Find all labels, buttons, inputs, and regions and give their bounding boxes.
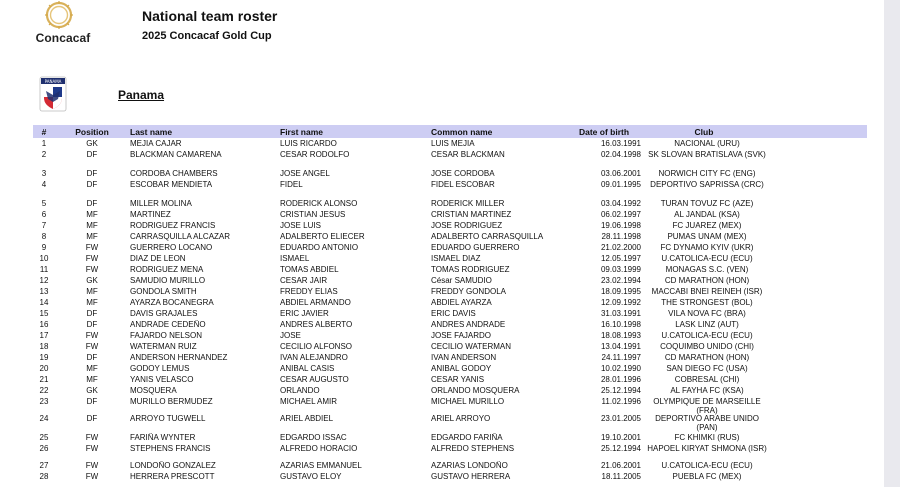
player-club: COQUIMBO UNIDO (CHI) bbox=[660, 342, 754, 351]
player-first-name: IVAN ALEJANDRO bbox=[280, 353, 348, 362]
player-club: LASK LINZ (AUT) bbox=[675, 320, 739, 329]
player-position: DF bbox=[86, 414, 98, 423]
player-position: GK bbox=[86, 276, 98, 285]
player-last-name: MURILLO BERMUDEZ bbox=[130, 397, 213, 406]
player-club: TURAN TOVUZ FC (AZE) bbox=[660, 199, 754, 208]
player-common-name: CESAR YANIS bbox=[431, 375, 485, 384]
table-body bbox=[33, 138, 867, 482]
crest-label: PANAMA bbox=[44, 78, 62, 84]
player-club: NACIONAL (URU) bbox=[674, 139, 740, 148]
player-position: DF bbox=[86, 169, 98, 178]
table-row bbox=[33, 220, 867, 231]
player-position: MF bbox=[86, 221, 98, 230]
player-first-name: CESAR RODOLFO bbox=[280, 150, 350, 159]
player-position: FW bbox=[85, 243, 99, 252]
player-club: DEPORTIVO ARABE UNIDO (PAN) bbox=[655, 414, 759, 432]
player-common-name: EDGARDO FARIÑA bbox=[431, 433, 503, 442]
player-first-name: LUIS RICARDO bbox=[280, 139, 337, 148]
player-number: 22 bbox=[39, 386, 49, 395]
player-position: GK bbox=[86, 386, 98, 395]
player-date-of-birth: 06.02.1997 bbox=[600, 210, 641, 219]
col-header-club: Club bbox=[694, 126, 714, 137]
player-club: FC KHIMKI (RUS) bbox=[674, 433, 740, 442]
table-row bbox=[33, 330, 867, 341]
table-row bbox=[33, 471, 867, 482]
player-position: MF bbox=[86, 287, 98, 296]
player-date-of-birth: 12.05.1997 bbox=[600, 254, 641, 263]
player-position: GK bbox=[86, 139, 98, 148]
player-common-name: FIDEL ESCOBAR bbox=[431, 180, 495, 189]
player-first-name: FREDDY ELIAS bbox=[280, 287, 338, 296]
player-club: COBRESAL (CHI) bbox=[674, 375, 740, 384]
player-number: 1 bbox=[41, 139, 47, 148]
table-row bbox=[33, 209, 867, 220]
player-last-name: MILLER MOLINA bbox=[130, 199, 192, 208]
player-club: FC JUAREZ (MEX) bbox=[672, 221, 742, 230]
player-common-name: JOSE FAJARDO bbox=[431, 331, 492, 340]
player-club: NORWICH CITY FC (ENG) bbox=[658, 169, 756, 178]
logo-wordmark: Concacaf bbox=[35, 31, 91, 45]
player-common-name: AZARIAS LONDOÑO bbox=[431, 461, 508, 470]
player-club: HAPOEL KIRYAT SHMONA (ISR) bbox=[647, 444, 767, 453]
player-number: 19 bbox=[39, 353, 49, 362]
player-last-name: STEPHENS FRANCIS bbox=[130, 444, 211, 453]
player-first-name: JOSE LUIS bbox=[280, 221, 321, 230]
player-position: DF bbox=[86, 320, 98, 329]
col-header-date-of-birth: Date of birth bbox=[578, 126, 630, 137]
player-first-name: CESAR JAIR bbox=[280, 276, 328, 285]
player-last-name: ANDRADE CEDEÑO bbox=[130, 320, 206, 329]
player-first-name: TOMAS ABDIEL bbox=[280, 265, 339, 274]
player-last-name: ESCOBAR MENDIETA bbox=[130, 180, 213, 189]
player-number: 13 bbox=[39, 287, 49, 296]
page-edge bbox=[884, 0, 900, 487]
player-last-name: GUERRERO LOCANO bbox=[130, 243, 213, 252]
player-date-of-birth: 11.02.1996 bbox=[601, 397, 641, 406]
player-number: 20 bbox=[39, 364, 49, 373]
player-club: MONAGAS S.C. (VEN) bbox=[665, 265, 749, 274]
player-position: FW bbox=[85, 433, 99, 442]
player-first-name: ARIEL ABDIEL bbox=[280, 414, 334, 423]
table-row bbox=[33, 198, 867, 209]
player-date-of-birth: 25.12.1994 bbox=[600, 444, 641, 453]
player-last-name: HERRERA PRESCOTT bbox=[130, 472, 215, 481]
table-row bbox=[33, 168, 867, 179]
player-date-of-birth: 16.10.1998 bbox=[600, 320, 641, 329]
player-last-name: RODRIGUEZ MENA bbox=[130, 265, 204, 274]
player-common-name: CRISTIAN MARTINEZ bbox=[431, 210, 512, 219]
player-last-name: DIAZ DE LEON bbox=[130, 254, 186, 263]
table-row bbox=[33, 432, 867, 443]
player-date-of-birth: 18.09.1995 bbox=[600, 287, 641, 296]
player-last-name: MEJIA CAJAR bbox=[130, 139, 182, 148]
player-position: FW bbox=[85, 342, 99, 351]
player-date-of-birth: 18.11.2005 bbox=[601, 472, 641, 481]
player-club: SAN DIEGO FC (USA) bbox=[666, 364, 748, 373]
player-number: 21 bbox=[39, 375, 49, 384]
player-last-name: GODOY LEMUS bbox=[130, 364, 190, 373]
player-club: U.CATOLICA-ECU (ECU) bbox=[661, 331, 753, 340]
player-number: 16 bbox=[39, 320, 49, 329]
table-row bbox=[33, 319, 867, 330]
table-row bbox=[33, 179, 867, 198]
player-common-name: ABDIEL AYARZA bbox=[431, 298, 492, 307]
player-date-of-birth: 28.01.1996 bbox=[600, 375, 641, 384]
player-common-name: GUSTAVO HERRERA bbox=[431, 472, 511, 481]
player-number: 15 bbox=[39, 309, 49, 318]
player-position: DF bbox=[86, 397, 98, 406]
player-last-name: SAMUDIO MURILLO bbox=[130, 276, 206, 285]
player-club: CD MARATHON (HON) bbox=[664, 276, 750, 285]
player-number: 27 bbox=[39, 461, 49, 470]
player-common-name: ANIBAL GODOY bbox=[431, 364, 492, 373]
player-last-name: CARRASQUILLA ALCAZAR bbox=[130, 232, 231, 241]
player-date-of-birth: 02.04.1998 bbox=[600, 150, 641, 159]
player-first-name: RODERICK ALONSO bbox=[280, 199, 358, 208]
player-date-of-birth: 25.12.1994 bbox=[600, 386, 641, 395]
player-first-name: EDGARDO ISSAC bbox=[280, 433, 347, 442]
table-row bbox=[33, 149, 867, 168]
player-common-name: JOSE RODRIGUEZ bbox=[431, 221, 503, 230]
player-common-name: FREDDY GONDOLA bbox=[431, 287, 506, 296]
player-position: MF bbox=[86, 210, 98, 219]
table-row bbox=[33, 396, 867, 413]
player-common-name: JOSE CORDOBA bbox=[431, 169, 495, 178]
concacaf-logo bbox=[30, 0, 96, 48]
team-name: Panama bbox=[118, 88, 165, 102]
player-number: 7 bbox=[41, 221, 47, 230]
player-last-name: WATERMAN RUIZ bbox=[130, 342, 197, 351]
player-common-name: ISMAEL DIAZ bbox=[431, 254, 481, 263]
player-first-name: ANIBAL CASIS bbox=[280, 364, 335, 373]
player-position: FW bbox=[85, 461, 99, 470]
player-number: 18 bbox=[39, 342, 49, 351]
player-date-of-birth: 23.01.2005 bbox=[600, 414, 641, 423]
col-header-number: # bbox=[41, 126, 47, 137]
player-position: DF bbox=[86, 353, 98, 362]
player-first-name: ERIC JAVIER bbox=[280, 309, 329, 318]
player-position: DF bbox=[86, 180, 98, 189]
player-club: SK SLOVAN BRATISLAVA (SVK) bbox=[648, 150, 766, 159]
player-common-name: ERIC DAVIS bbox=[431, 309, 476, 318]
player-position: MF bbox=[86, 364, 98, 373]
player-last-name: MARTINEZ bbox=[130, 210, 171, 219]
col-header-last-name: Last name bbox=[130, 126, 173, 137]
player-last-name: AYARZA BOCANEGRA bbox=[130, 298, 214, 307]
player-date-of-birth: 03.04.1992 bbox=[600, 199, 641, 208]
player-club: OLYMPIQUE DE MARSEILLE (FRA) bbox=[653, 397, 761, 415]
player-date-of-birth: 09.03.1999 bbox=[600, 265, 641, 274]
table-row bbox=[33, 413, 867, 432]
player-common-name: EDUARDO GUERRERO bbox=[431, 243, 520, 252]
player-number: 23 bbox=[39, 397, 49, 406]
table-row bbox=[33, 374, 867, 385]
table-row bbox=[33, 231, 867, 242]
player-last-name: FARIÑA WYNTER bbox=[130, 433, 196, 442]
player-number: 25 bbox=[39, 433, 49, 442]
table-row bbox=[33, 443, 867, 460]
player-last-name: GONDOLA SMITH bbox=[130, 287, 197, 296]
player-common-name: LUIS MEJIA bbox=[431, 139, 475, 148]
player-club: U.CATOLICA-ECU (ECU) bbox=[661, 254, 753, 263]
player-number: 26 bbox=[39, 444, 49, 453]
player-number: 14 bbox=[39, 298, 49, 307]
table-row bbox=[33, 460, 867, 471]
player-common-name: CECILIO WATERMAN bbox=[431, 342, 512, 351]
player-date-of-birth: 19.10.2001 bbox=[600, 433, 641, 442]
player-number: 6 bbox=[41, 210, 47, 219]
player-number: 11 bbox=[39, 265, 49, 274]
player-common-name: ORLANDO MOSQUERA bbox=[431, 386, 520, 395]
player-date-of-birth: 31.03.1991 bbox=[600, 309, 641, 318]
player-date-of-birth: 18.08.1993 bbox=[600, 331, 641, 340]
panama-crest-icon bbox=[39, 76, 67, 112]
player-number: 17 bbox=[39, 331, 49, 340]
player-first-name: JOSE ANGEL bbox=[280, 169, 330, 178]
player-first-name: CECILIO ALFONSO bbox=[280, 342, 353, 351]
player-club: VILA NOVA FC (BRA) bbox=[668, 309, 746, 318]
player-first-name: ALFREDO HORACIO bbox=[280, 444, 358, 453]
player-position: MF bbox=[86, 375, 98, 384]
player-first-name: AZARIAS EMMANUEL bbox=[280, 461, 362, 470]
player-date-of-birth: 09.01.1995 bbox=[600, 180, 641, 189]
player-date-of-birth: 19.06.1998 bbox=[600, 221, 641, 230]
player-first-name: FIDEL bbox=[280, 180, 303, 189]
player-club: PUEBLA FC (MEX) bbox=[672, 472, 742, 481]
player-number: 12 bbox=[39, 276, 49, 285]
table-row bbox=[33, 352, 867, 363]
player-date-of-birth: 23.02.1994 bbox=[600, 276, 641, 285]
player-last-name: LONDOÑO GONZALEZ bbox=[130, 461, 216, 470]
player-last-name: ARROYO TUGWELL bbox=[130, 414, 206, 423]
player-number: 4 bbox=[41, 180, 47, 189]
player-number: 5 bbox=[41, 199, 47, 208]
player-last-name: RODRIGUEZ FRANCIS bbox=[130, 221, 216, 230]
player-first-name: JOSE bbox=[280, 331, 301, 340]
player-first-name: ABDIEL ARMANDO bbox=[280, 298, 351, 307]
player-club: THE STRONGEST (BOL) bbox=[661, 298, 753, 307]
player-first-name: ADALBERTO ELIECER bbox=[280, 232, 365, 241]
player-common-name: RODERICK MILLER bbox=[431, 199, 505, 208]
table-row bbox=[33, 385, 867, 396]
player-club: CD MARATHON (HON) bbox=[664, 353, 750, 362]
player-common-name: TOMAS RODRIGUEZ bbox=[431, 265, 510, 274]
player-club: FC DYNAMO KYIV (UKR) bbox=[660, 243, 754, 252]
table-row bbox=[33, 286, 867, 297]
player-last-name: ANDERSON HERNANDEZ bbox=[130, 353, 228, 362]
player-date-of-birth: 16.03.1991 bbox=[600, 139, 641, 148]
player-first-name: ISMAEL bbox=[280, 254, 310, 263]
col-header-first-name: First name bbox=[280, 126, 323, 137]
player-date-of-birth: 13.04.1991 bbox=[600, 342, 641, 351]
player-club: U.CATOLICA-ECU (ECU) bbox=[661, 461, 753, 470]
player-date-of-birth: 21.02.2000 bbox=[600, 243, 641, 252]
document-subtitle: 2025 Concacaf Gold Cup bbox=[142, 30, 272, 42]
table-row bbox=[33, 253, 867, 264]
player-last-name: FAJARDO NELSON bbox=[130, 331, 203, 340]
player-number: 28 bbox=[39, 472, 49, 481]
player-date-of-birth: 28.11.1998 bbox=[601, 232, 641, 241]
player-position: DF bbox=[86, 309, 98, 318]
player-position: FW bbox=[85, 265, 99, 274]
player-club: AL JANDAL (KSA) bbox=[674, 210, 740, 219]
player-common-name: ALFREDO STEPHENS bbox=[431, 444, 515, 453]
player-date-of-birth: 03.06.2001 bbox=[600, 169, 641, 178]
player-first-name: GUSTAVO ELOY bbox=[280, 472, 342, 481]
player-number: 9 bbox=[41, 243, 47, 252]
player-date-of-birth: 21.06.2001 bbox=[600, 461, 641, 470]
player-last-name: YANIS VELASCO bbox=[130, 375, 194, 384]
col-header-common-name: Common name bbox=[431, 126, 493, 137]
player-first-name: CRISTIAN JESUS bbox=[280, 210, 346, 219]
player-date-of-birth: 10.02.1990 bbox=[600, 364, 641, 373]
player-first-name: CESAR AUGUSTO bbox=[280, 375, 349, 384]
player-club: PUMAS UNAM (MEX) bbox=[667, 232, 747, 241]
table-row bbox=[33, 308, 867, 319]
table-row bbox=[33, 138, 867, 149]
player-position: FW bbox=[85, 472, 99, 481]
player-last-name: CORDOBA CHAMBERS bbox=[130, 169, 218, 178]
player-last-name: DAVIS GRAJALES bbox=[130, 309, 198, 318]
roster-table bbox=[33, 125, 867, 482]
player-club: MACCABI BNEI REINEH (ISR) bbox=[651, 287, 763, 296]
player-club: AL FAYHA FC (KSA) bbox=[670, 386, 744, 395]
table-row bbox=[33, 297, 867, 308]
player-number: 2 bbox=[41, 150, 47, 159]
player-club: DEPORTIVO SAPRISSA (CRC) bbox=[650, 180, 764, 189]
player-position: MF bbox=[86, 298, 98, 307]
table-row bbox=[33, 264, 867, 275]
player-position: DF bbox=[86, 150, 98, 159]
col-header-position: Position bbox=[75, 126, 109, 137]
player-date-of-birth: 12.09.1992 bbox=[600, 298, 641, 307]
player-number: 24 bbox=[39, 414, 49, 423]
player-number: 3 bbox=[41, 169, 47, 178]
player-first-name: ORLANDO bbox=[280, 386, 320, 395]
player-first-name: EDUARDO ANTONIO bbox=[280, 243, 359, 252]
document-title: National team roster bbox=[142, 8, 278, 24]
player-common-name: ADALBERTO CARRASQUILLA bbox=[431, 232, 544, 241]
player-last-name: BLACKMAN CAMARENA bbox=[130, 150, 222, 159]
table-row bbox=[33, 363, 867, 374]
player-position: FW bbox=[85, 254, 99, 263]
player-last-name: MOSQUERA bbox=[130, 386, 177, 395]
player-number: 8 bbox=[41, 232, 47, 241]
table-row bbox=[33, 242, 867, 253]
player-first-name: ANDRES ALBERTO bbox=[280, 320, 353, 329]
table-header bbox=[33, 125, 867, 138]
player-common-name: César SAMUDIO bbox=[431, 276, 492, 285]
player-first-name: MICHAEL AMIR bbox=[280, 397, 338, 406]
player-position: MF bbox=[86, 232, 98, 241]
player-date-of-birth: 24.11.1997 bbox=[601, 353, 641, 362]
player-common-name: ARIEL ARROYO bbox=[431, 414, 491, 423]
player-position: DF bbox=[86, 199, 98, 208]
player-position: FW bbox=[85, 331, 99, 340]
table-row bbox=[33, 341, 867, 352]
player-number: 10 bbox=[39, 254, 49, 263]
player-common-name: IVAN ANDERSON bbox=[431, 353, 497, 362]
player-common-name: ANDRES ANDRADE bbox=[431, 320, 506, 329]
player-common-name: MICHAEL MURILLO bbox=[431, 397, 505, 406]
player-common-name: CESAR BLACKMAN bbox=[431, 150, 505, 159]
player-position: FW bbox=[85, 444, 99, 453]
table-row bbox=[33, 275, 867, 286]
concacaf-emblem-icon bbox=[44, 0, 74, 30]
